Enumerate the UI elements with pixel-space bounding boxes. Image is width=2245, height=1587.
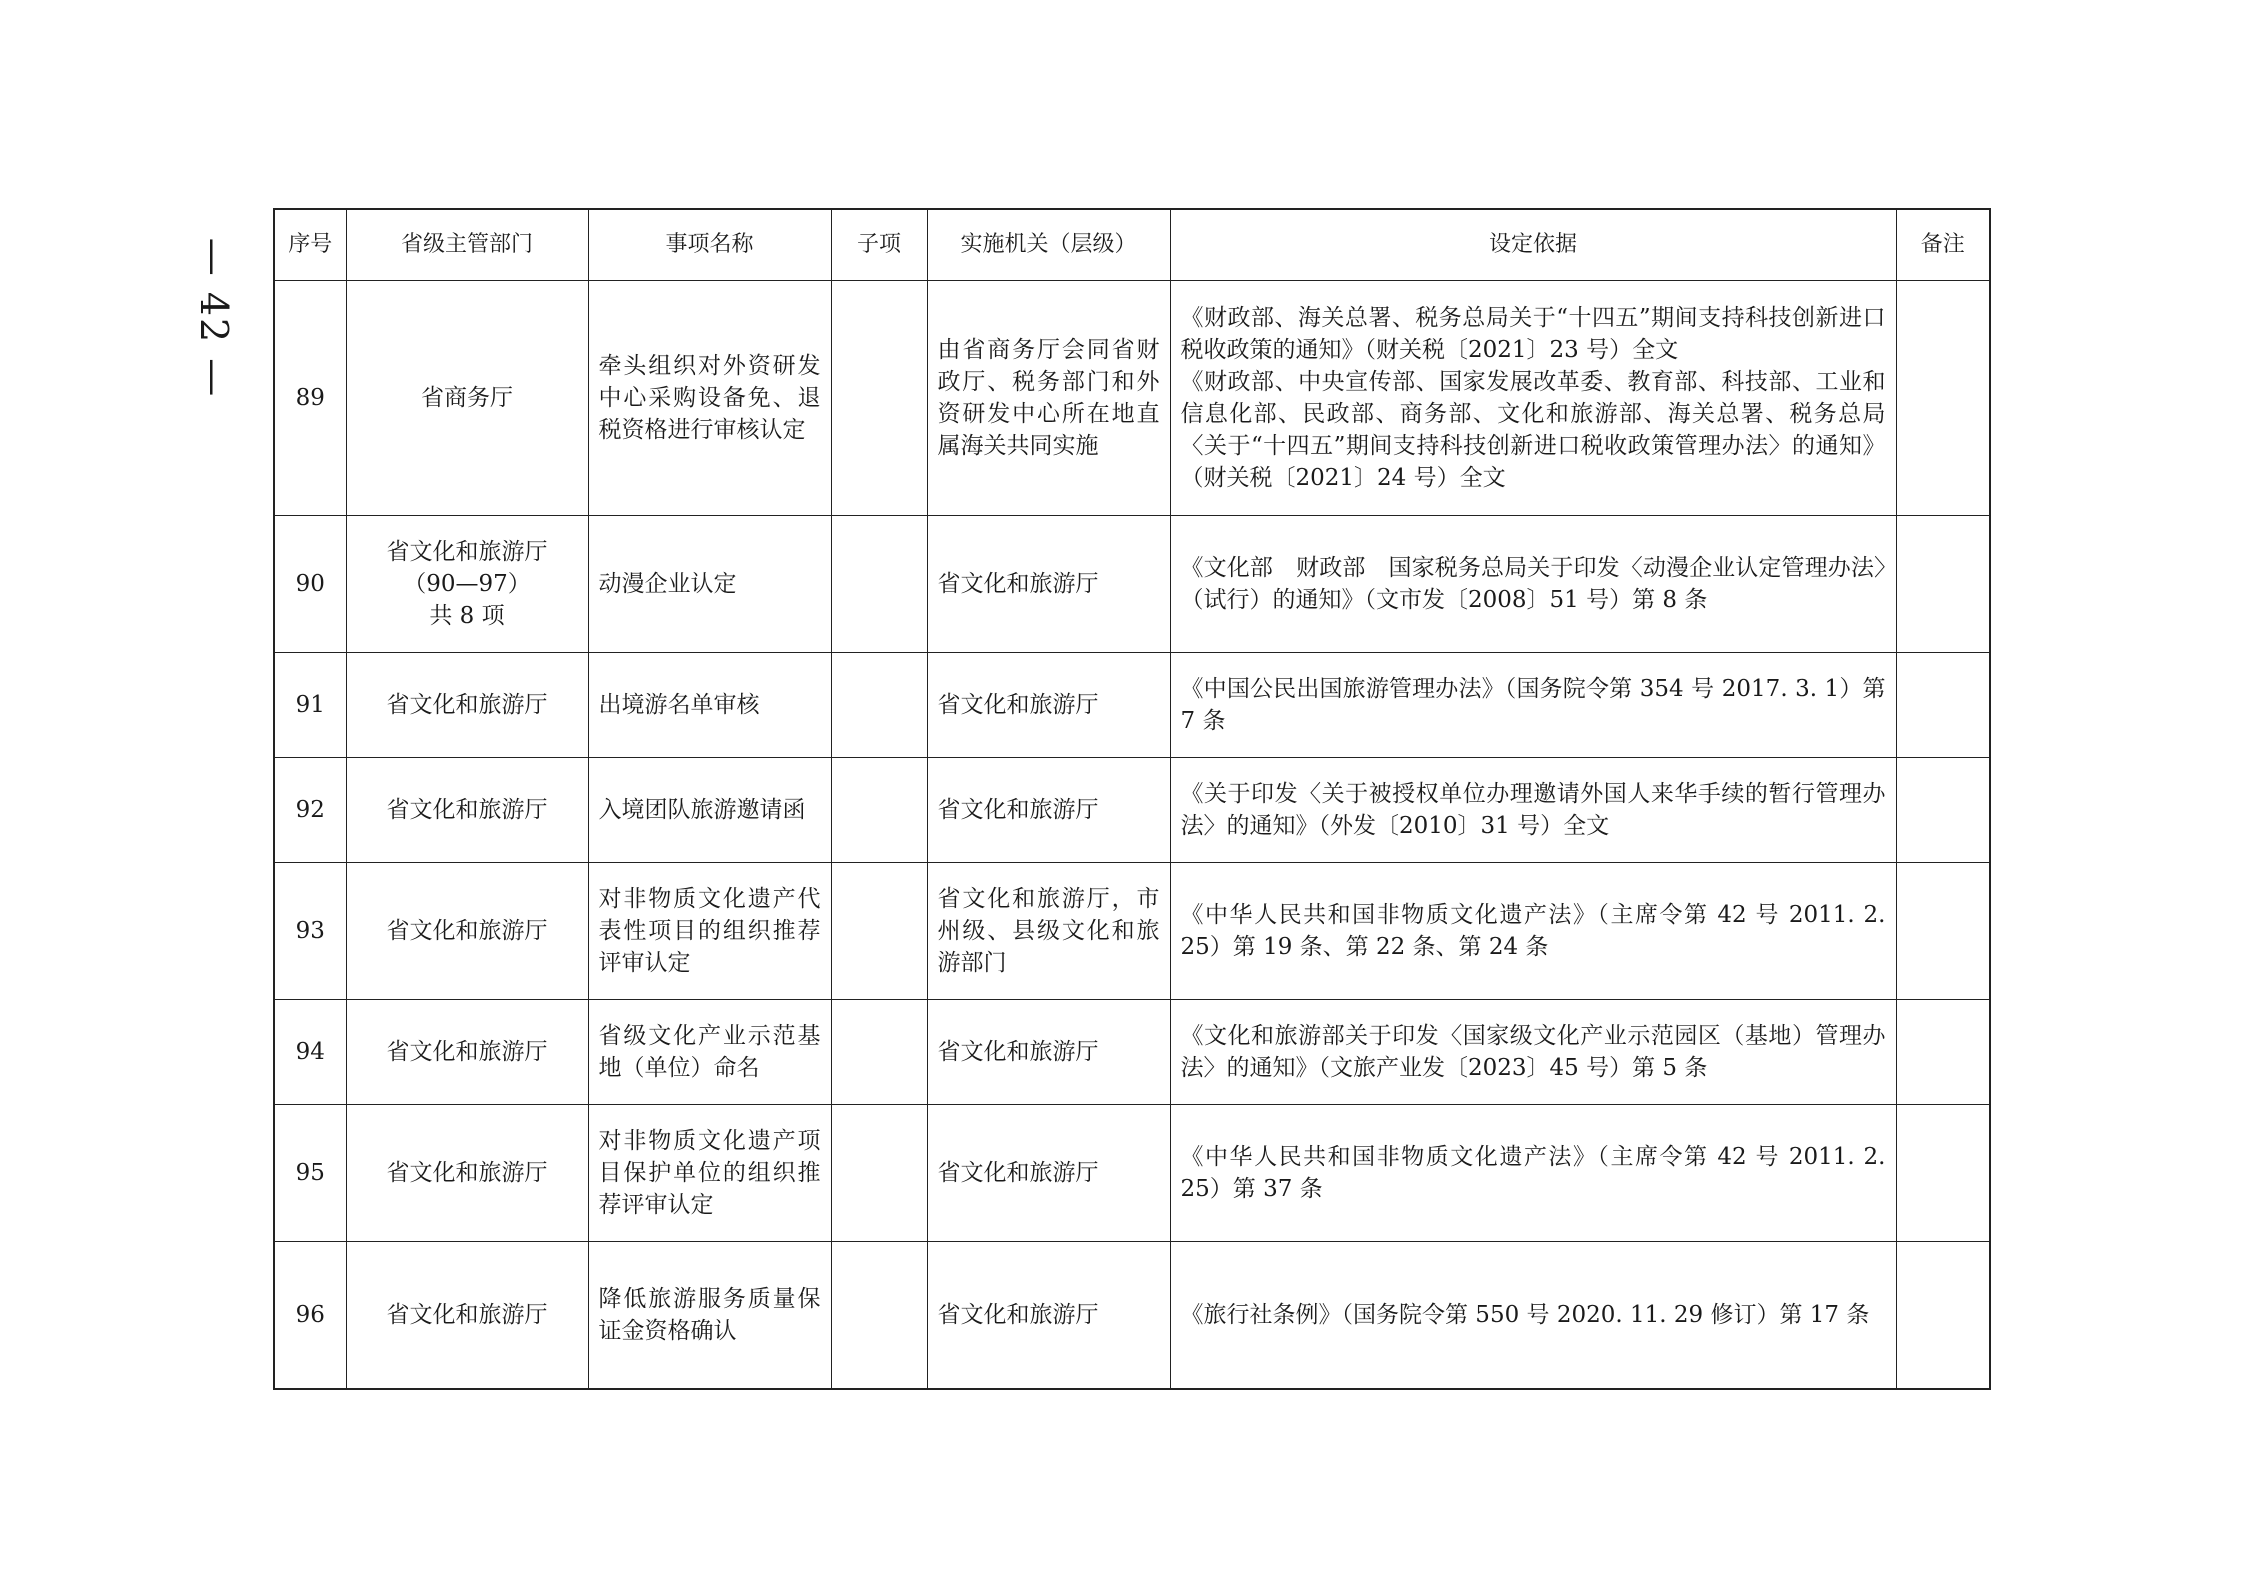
cell-org: 省文化和旅游厅	[927, 1105, 1170, 1242]
cell-sub	[831, 1105, 927, 1242]
cell-name: 出境游名单审核	[588, 653, 831, 758]
cell-sub	[831, 281, 927, 516]
cell-note	[1896, 516, 1990, 653]
cell-seq: 95	[274, 1105, 346, 1242]
cell-basis: 《旅行社条例》（国务院令第 550 号 2020. 11. 29 修订）第 17 条	[1170, 1242, 1896, 1389]
cell-name: 动漫企业认定	[588, 516, 831, 653]
cell-note	[1896, 863, 1990, 1000]
table-header-row	[274, 209, 1990, 281]
cell-dept: 省文化和旅游厅	[346, 1000, 588, 1105]
table-row	[274, 1000, 1990, 1105]
cell-sub	[831, 516, 927, 653]
cell-note	[1896, 653, 1990, 758]
cell-sub	[831, 758, 927, 863]
table-row	[274, 516, 1990, 653]
cell-dept: 省商务厅	[346, 281, 588, 516]
cell-org: 省文化和旅游厅	[927, 653, 1170, 758]
table-row	[274, 653, 1990, 758]
cell-org: 省文化和旅游厅，市州级、县级文化和旅游部门	[927, 863, 1170, 1000]
cell-seq: 89	[274, 281, 346, 516]
header-seq: 序号	[274, 209, 346, 281]
cell-basis	[1170, 281, 1896, 516]
cell-dept: 省文化和旅游厅	[346, 653, 588, 758]
cell-org: 省文化和旅游厅	[927, 1242, 1170, 1389]
header-org: 实施机关（层级）	[927, 209, 1170, 281]
cell-name: 对非物质文化遗产项目保护单位的组织推荐评审认定	[588, 1105, 831, 1242]
cell-sub	[831, 653, 927, 758]
cell-sub	[831, 1000, 927, 1105]
dept-line-1: 省文化和旅游厅	[386, 539, 548, 565]
cell-basis: 《文化和旅游部关于印发〈国家级文化产业示范园区（基地）管理办法〉的通知》（文旅产业发〔2023〕45 号）第 5 条	[1170, 1000, 1896, 1105]
basis-line-1: 《财政部、海关总署、税务总局关于“十四五”期间支持科技创新进口税收政策的通知》（财关税〔2021〕23 号）全文	[1180, 305, 1886, 363]
header-name: 事项名称	[588, 209, 831, 281]
table-row	[274, 863, 1990, 1000]
cell-sub	[831, 863, 927, 1000]
items-table	[273, 208, 1991, 1390]
table-row	[274, 1242, 1990, 1389]
cell-seq: 91	[274, 653, 346, 758]
cell-name: 省级文化产业示范基地（单位）命名	[588, 1000, 831, 1105]
cell-name: 入境团队旅游邀请函	[588, 758, 831, 863]
basis-line-2: 《财政部、中央宣传部、国家发展改革委、教育部、科技部、工业和信息化部、民政部、商务部、文化和旅游部、海关总署、税务总局〈关于“十四五”期间支持科技创新进口税收政策管理办法〉的通知》（财关税〔2021〕24 号）全文	[1180, 369, 1886, 491]
cell-org: 省文化和旅游厅	[927, 1000, 1170, 1105]
cell-note	[1896, 758, 1990, 863]
cell-org: 省文化和旅游厅	[927, 516, 1170, 653]
cell-note	[1896, 1105, 1990, 1242]
cell-dept	[346, 516, 588, 653]
header-note: 备注	[1896, 209, 1990, 281]
cell-note	[1896, 281, 1990, 516]
cell-name: 牵头组织对外资研发中心采购设备免、退税资格进行审核认定	[588, 281, 831, 516]
cell-basis: 《中华人民共和国非物质文化遗产法》（主席令第 42 号 2011. 2. 25）第 37 条	[1170, 1105, 1896, 1242]
table-row	[274, 1105, 1990, 1242]
table-row	[274, 758, 1990, 863]
header-sub: 子项	[831, 209, 927, 281]
cell-seq: 96	[274, 1242, 346, 1389]
cell-dept: 省文化和旅游厅	[346, 1242, 588, 1389]
cell-name: 对非物质文化遗产代表性项目的组织推荐评审认定	[588, 863, 831, 1000]
dept-line-3: 共 8 项	[429, 603, 505, 629]
cell-basis: 《中华人民共和国非物质文化遗产法》（主席令第 42 号 2011. 2. 25）第 19 条、第 22 条、第 24 条	[1170, 863, 1896, 1000]
cell-seq: 93	[274, 863, 346, 1000]
cell-seq: 90	[274, 516, 346, 653]
cell-basis: 《文化部 财政部 国家税务总局关于印发〈动漫企业认定管理办法〉（试行）的通知》（文市发〔2008〕51 号）第 8 条	[1170, 516, 1896, 653]
header-basis: 设定依据	[1170, 209, 1896, 281]
cell-basis: 《关于印发〈关于被授权单位办理邀请外国人来华手续的暂行管理办法〉的通知》（外发〔2010〕31 号）全文	[1170, 758, 1896, 863]
table-row	[274, 281, 1990, 516]
cell-basis: 《中国公民出国旅游管理办法》（国务院令第 354 号 2017. 3. 1）第 7 条	[1170, 653, 1896, 758]
cell-dept: 省文化和旅游厅	[346, 1105, 588, 1242]
cell-org: 省文化和旅游厅	[927, 758, 1170, 863]
dept-line-2: （90—97）	[403, 571, 531, 597]
cell-dept: 省文化和旅游厅	[346, 758, 588, 863]
header-dept: 省级主管部门	[346, 209, 588, 281]
cell-note	[1896, 1000, 1990, 1105]
page-number: — 42 —	[192, 237, 236, 399]
cell-name: 降低旅游服务质量保证金资格确认	[588, 1242, 831, 1389]
cell-dept: 省文化和旅游厅	[346, 863, 588, 1000]
cell-sub	[831, 1242, 927, 1389]
cell-seq: 94	[274, 1000, 346, 1105]
cell-org: 由省商务厅会同省财政厅、税务部门和外资研发中心所在地直属海关共同实施	[927, 281, 1170, 516]
cell-note	[1896, 1242, 1990, 1389]
cell-seq: 92	[274, 758, 346, 863]
